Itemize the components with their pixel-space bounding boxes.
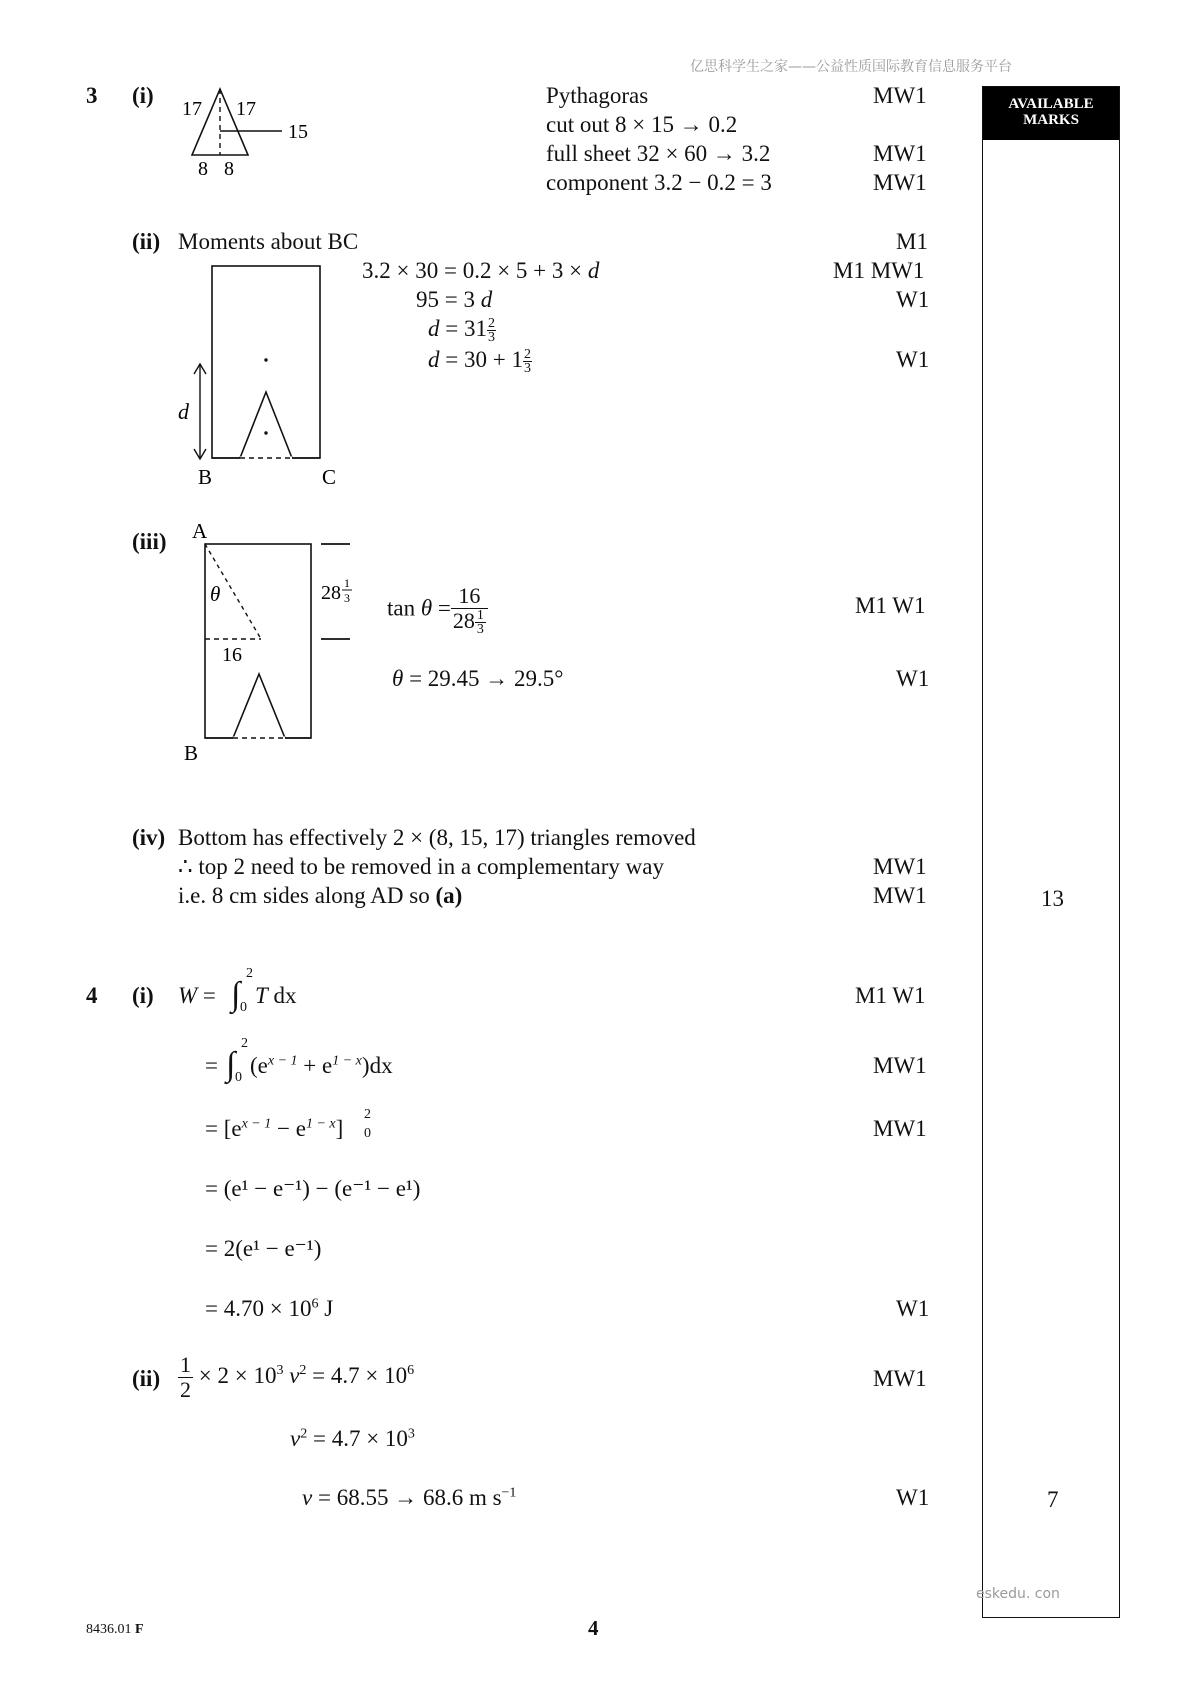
q4-i-l6-exp: 6 — [311, 1296, 319, 1312]
q3-part-iii-label: (iii) — [132, 529, 167, 554]
q3-i-mark-4: MW1 — [873, 170, 927, 195]
q4-part-i-label: (i) — [132, 983, 154, 1008]
available-marks-column — [982, 86, 1120, 1618]
q3-ii-eq4-den: 3 — [523, 361, 531, 377]
q4-ii-l1-mark: MW1 — [873, 1366, 927, 1391]
q4-i-l1-t: T — [255, 983, 268, 1008]
q3-iii-tan-den-den: 3 — [476, 622, 484, 638]
q4-i-l3-upper: 2 — [364, 1107, 371, 1122]
q3-ii-heading: Moments about BC — [178, 229, 359, 254]
q4-i-l2-mark: MW1 — [873, 1053, 927, 1078]
q3-ii-eq2-text: 95 = 3 — [416, 287, 481, 312]
q4-i-l2-integral-sign: ∫ — [226, 1046, 236, 1083]
q4-i-l3-exp1: x − 1 — [241, 1116, 272, 1132]
q3-iii-tan-lhs: tan — [387, 595, 421, 621]
available-marks-title-line1: AVAILABLE — [1008, 96, 1094, 112]
q3-ii-eq1-text: 3.2 × 30 = 0.2 × 5 + 3 × — [362, 258, 588, 283]
q3-iii-theta-result — [392, 666, 563, 692]
q3-iii-tan-den-num: 1 — [476, 608, 484, 624]
q4-i-line-1 — [178, 983, 216, 1009]
q4-i-l1-var: W — [178, 983, 198, 1008]
q3-ii-eq4-var: d — [428, 347, 440, 372]
q3-iii-theta-value: = 29.45 → 29.5° — [403, 666, 564, 691]
q4-ii-l2-v: v — [290, 1426, 301, 1451]
q3-ii-eq3-den: 3 — [487, 330, 495, 346]
q4-i-line-3 — [205, 1116, 343, 1142]
q3-part-ii-label: (ii) — [132, 229, 161, 254]
q3-iv-line-2: ∴ top 2 need to be removed in a complementary way — [178, 854, 664, 879]
q4-i-l1-eq: = — [197, 983, 216, 1008]
header-watermark: 亿思科学生之家——公益性质国际教育信息服务平台 — [690, 59, 1012, 75]
q3-iii-tan-mark: M1 W1 — [855, 593, 926, 618]
q3-iii-base-16: 16 — [222, 644, 242, 666]
q4-i-l1-mark: M1 W1 — [855, 983, 926, 1008]
marks-total-q3: 13 — [1041, 886, 1064, 911]
q3-i-line-4: component 3.2 − 0.2 = 3 — [546, 170, 772, 195]
q3-iv-line-2-mark: MW1 — [873, 854, 927, 879]
q3-ii-eq3-num: 2 — [487, 316, 495, 332]
q4-i-l1-integral-sign: ∫ — [231, 976, 241, 1013]
q3-ii-lamina-diagram — [170, 262, 350, 487]
q4-ii-line-1 — [178, 1353, 414, 1402]
q3-iii-height-den: 3 — [344, 591, 350, 605]
q3-iii-theta-mark: W1 — [896, 666, 930, 691]
q4-part-ii-label: (ii) — [132, 1366, 161, 1391]
q3-part-iv-label: (iv) — [132, 825, 166, 850]
available-marks-header — [983, 87, 1119, 140]
q3-iii-tan-den — [451, 609, 488, 636]
q4-ii-l1-a: × 2 × 10 — [193, 1362, 277, 1388]
q4-i-l2-eq: = — [205, 1053, 218, 1078]
q3-ii-heading-mark: M1 — [896, 229, 928, 254]
q4-ii-half-den: 2 — [180, 1377, 191, 1402]
q4-i-l2-exp1: x − 1 — [267, 1053, 298, 1069]
q4-i-l6-a: = 4.70 × 10 — [205, 1296, 312, 1321]
q3-iii-height-whole: 28 — [321, 582, 341, 604]
footer-site-watermark: eskedu. con — [976, 1586, 1060, 1602]
q4-ii-half-fraction — [178, 1353, 193, 1402]
q3-ii-eq2 — [416, 287, 492, 313]
q3-iv-line-3-answer: (a) — [435, 883, 463, 908]
marks-total-q4: 7 — [1047, 1487, 1059, 1512]
q3-ii-eq1 — [362, 258, 599, 284]
q4-ii-l1-exp2: 2 — [299, 1363, 307, 1379]
q4-ii-line-2 — [290, 1426, 415, 1452]
q4-i-line-6 — [205, 1296, 333, 1322]
q4-i-l6-b: J — [318, 1296, 334, 1321]
footer-code-bold: F — [135, 1622, 144, 1637]
q3-iii-a-label: A — [192, 519, 208, 543]
q4-i-l3-eq: = [e — [205, 1116, 242, 1141]
q4-i-l2-lower: 0 — [235, 1070, 242, 1085]
q3-iii-lamina-diagram — [180, 516, 360, 766]
q4-ii-l1-b: = 4.7 × 10 — [306, 1362, 408, 1388]
q4-ii-l1-exp3: 6 — [407, 1363, 415, 1379]
question-3-number: 3 — [86, 83, 98, 108]
q4-ii-line-3 — [302, 1485, 516, 1511]
footer-code-text: 8436.01 — [86, 1622, 135, 1637]
q3-i-line-3: full sheet 32 × 60 → 3.2 — [546, 141, 771, 166]
q3-i-mark-1: MW1 — [873, 83, 927, 108]
q3-ii-eq4-fraction — [523, 348, 532, 375]
q4-ii-l2-exp2: 3 — [407, 1426, 415, 1442]
q3-iii-tan-num: 16 — [451, 584, 488, 609]
q3-i-base-right: 8 — [224, 158, 234, 180]
q4-i-l2-plus: + e — [297, 1053, 333, 1078]
q3-iii-theta: θ — [210, 582, 221, 606]
q4-i-l2-close: )dx — [361, 1053, 393, 1078]
q4-i-l2-body — [250, 1053, 393, 1079]
q3-ii-eq1-var: d — [587, 258, 600, 283]
q4-i-l3-close: ] — [335, 1116, 344, 1141]
q3-i-side-left: 17 — [182, 98, 202, 120]
q3-ii-d-label: d — [178, 399, 189, 424]
q3-i-line-1: Pythagoras — [546, 83, 649, 108]
available-marks-title-line2: MARKS — [1023, 112, 1079, 128]
q3-iv-line-1: Bottom has effectively 2 × (8, 15, 17) triangles removed — [178, 825, 696, 850]
q3-ii-eq3-fraction — [487, 317, 496, 344]
q4-ii-l3-exp: −1 — [501, 1485, 517, 1501]
q3-iii-tan-fraction — [451, 584, 488, 636]
q3-ii-eq2-mark: W1 — [896, 287, 930, 312]
q3-iii-b-label: B — [184, 741, 199, 765]
q4-i-line-4: = (e¹ − e⁻¹) − (e⁻¹ − e¹) — [205, 1176, 421, 1201]
q3-part-i-label: (i) — [132, 83, 154, 108]
q4-ii-l1-v: v — [283, 1362, 300, 1388]
footer-paper-code — [86, 1622, 144, 1638]
q4-i-l3-lower: 0 — [364, 1126, 371, 1141]
q3-ii-eq2-var: d — [480, 287, 493, 312]
q3-ii-eq4-text: = 30 + 1 — [439, 347, 523, 372]
q3-iii-tan-den-whole: 28 — [452, 608, 475, 633]
question-4-number: 4 — [86, 983, 98, 1008]
q3-ii-eq4 — [428, 347, 532, 375]
q4-i-l1-dx: dx — [267, 983, 297, 1008]
q4-ii-l3-b: = 68.55 → 68.6 m s — [312, 1485, 502, 1510]
q3-i-line-2: cut out 8 × 15 → 0.2 — [546, 112, 738, 137]
q3-i-triangle-diagram — [180, 85, 320, 185]
q3-ii-eq3 — [428, 316, 496, 344]
q4-ii-l1-exp1: 3 — [276, 1363, 284, 1379]
q4-i-l2-open: (e — [250, 1053, 268, 1078]
q4-i-l1-body — [255, 983, 297, 1009]
q3-ii-eq4-mark: W1 — [896, 347, 930, 372]
q4-i-l2-upper: 2 — [241, 1036, 248, 1051]
q3-iii-tan-den-fraction — [475, 609, 486, 636]
q3-iii-theta-var: θ — [392, 666, 404, 691]
q4-i-line-5: = 2(e¹ − e⁻¹) — [205, 1236, 322, 1261]
footer-page-number: 4 — [588, 1616, 599, 1640]
q3-i-base-left: 8 — [198, 158, 208, 180]
q4-ii-l3-v: v — [302, 1485, 313, 1510]
q3-iii-height-num: 1 — [344, 576, 350, 590]
q3-ii-eq4-num: 2 — [523, 347, 531, 363]
q4-i-l6-mark: W1 — [896, 1296, 930, 1321]
q4-ii-half-num: 1 — [180, 1352, 191, 1377]
q3-ii-b-label: B — [198, 465, 213, 489]
q3-ii-eq1-mark: M1 MW1 — [833, 258, 925, 283]
q3-iv-line-3-text: i.e. 8 cm sides along AD so — [178, 883, 436, 908]
q3-ii-eq3-text: = 31 — [439, 316, 487, 341]
q4-i-l2-exp2: 1 − x — [332, 1053, 362, 1069]
q4-ii-l2-exp1: 2 — [300, 1426, 308, 1442]
q3-i-height: 15 — [288, 121, 308, 143]
q3-i-mark-3: MW1 — [873, 141, 927, 166]
q3-iv-line-3 — [178, 883, 462, 909]
q3-i-side-right: 17 — [236, 98, 256, 120]
q3-ii-eq3-var: d — [428, 316, 440, 341]
q4-i-l1-lower: 0 — [240, 1000, 247, 1015]
q3-iv-line-3-mark: MW1 — [873, 883, 927, 908]
q3-iii-tan-theta: θ — [420, 595, 433, 621]
q4-i-l1-upper: 2 — [246, 966, 253, 981]
q4-i-l3-exp2: 1 − x — [305, 1116, 336, 1132]
q4-i-l3-minus: − e — [271, 1116, 306, 1141]
q3-ii-c-label: C — [322, 465, 337, 489]
q3-iii-tan-eq: = — [432, 595, 451, 621]
q4-i-l3-mark: MW1 — [873, 1116, 927, 1141]
q4-ii-l3-mark: W1 — [896, 1485, 930, 1510]
q4-ii-l2-b: = 4.7 × 10 — [307, 1426, 408, 1451]
q3-iii-tan-equation — [387, 584, 488, 636]
